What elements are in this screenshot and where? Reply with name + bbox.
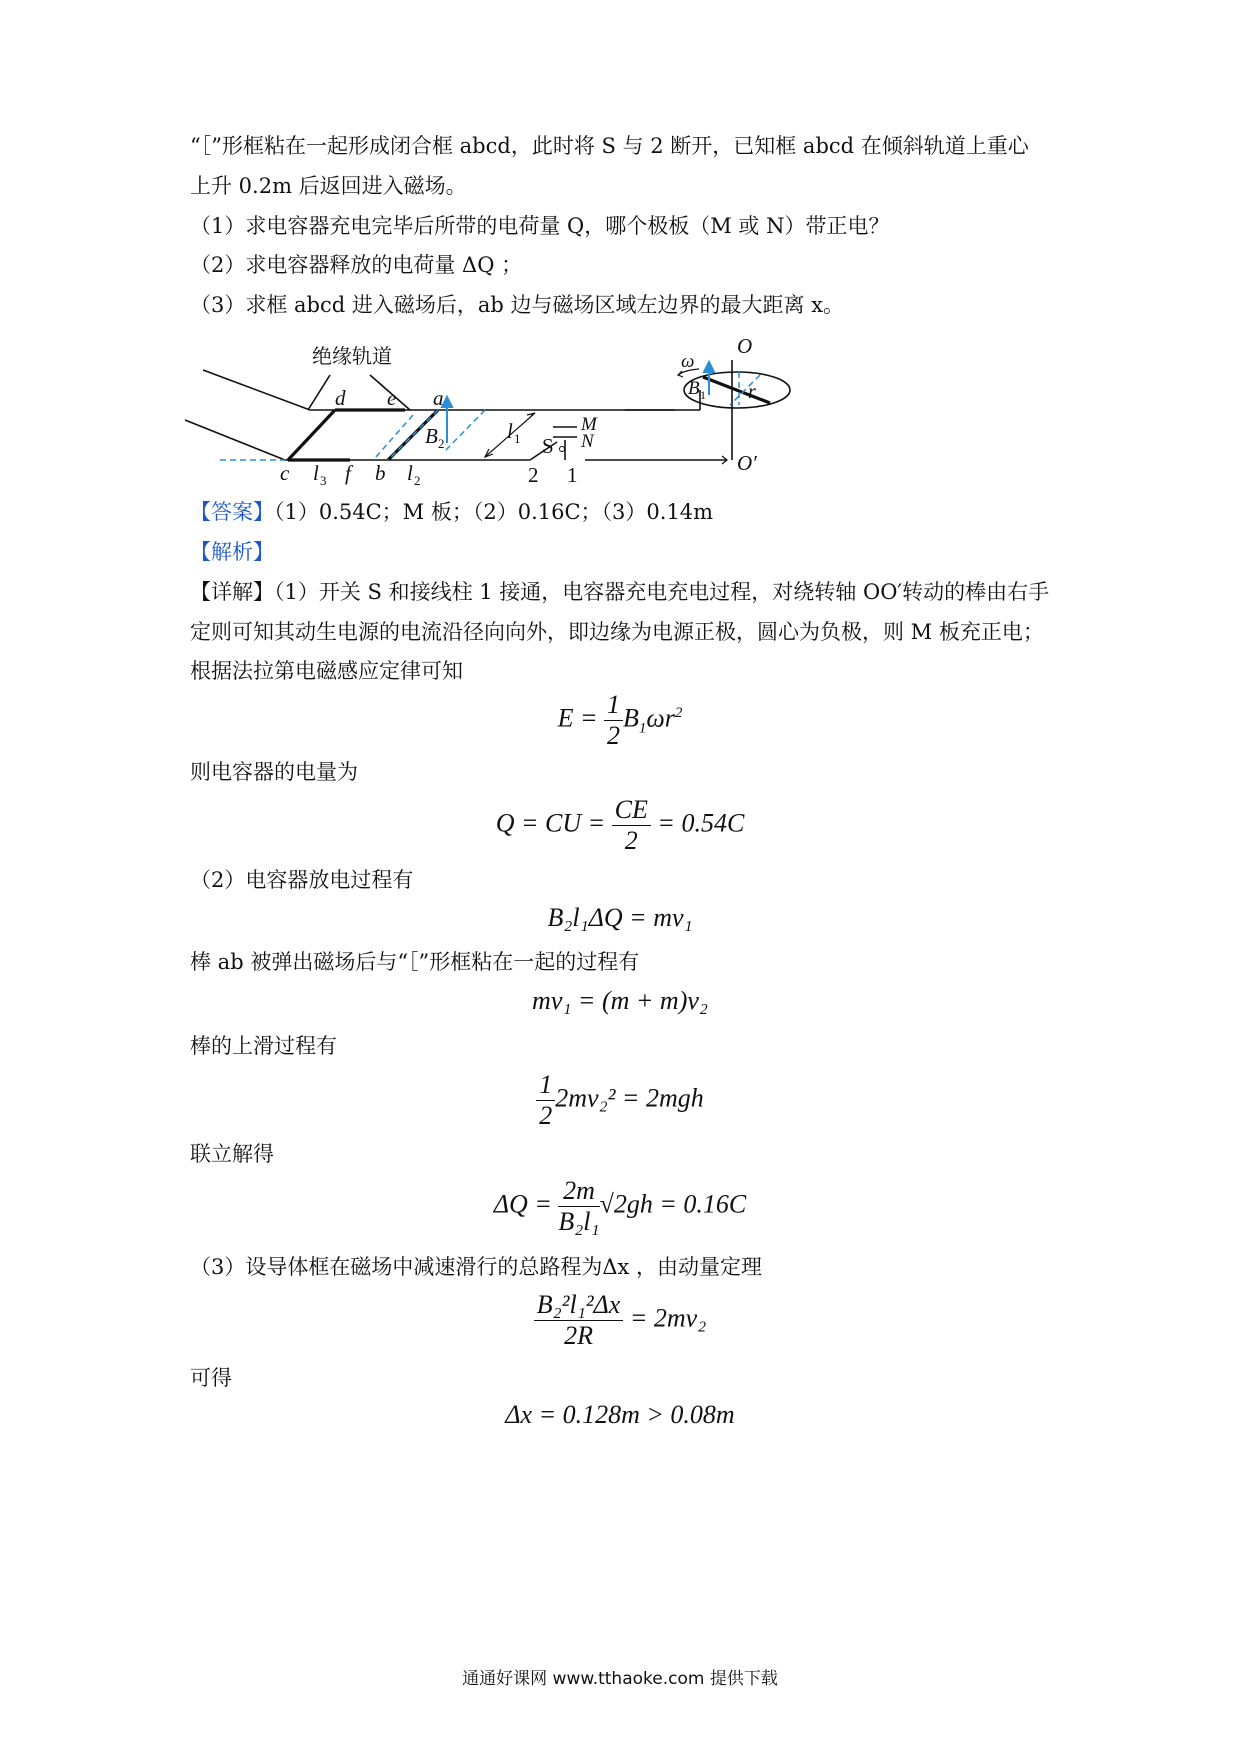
equation-delta-q: ΔQ = $\frac{2m}{\text{B₂l₁}}$ √2gh = 0.16C	[493, 1176, 747, 1236]
label-2: 2	[528, 463, 539, 487]
question-2: （2）求电容器释放的电荷量 ΔQ ；	[190, 253, 523, 277]
equation-delta-x: Δx = 0.128m > 0.08m	[505, 1400, 735, 1429]
label-c: c	[280, 461, 290, 485]
equation-energy: $\frac{1}{2}$ 2mv₂² = 2mgh	[0, 1070, 1240, 1131]
label-N: N	[581, 431, 594, 452]
label-l1-sub: 1	[514, 431, 521, 446]
physics-diagram	[185, 334, 1105, 560]
equation-impulse: B₂l₁ΔQ = mv₁	[547, 903, 693, 932]
label-O: O	[737, 334, 753, 358]
fraction-half-2: $\frac{1}{2}$	[536, 1070, 555, 1131]
label-1: 1	[567, 463, 578, 487]
answer-tag: 【答案】	[190, 500, 274, 524]
label-l2-sub: 2	[414, 473, 421, 488]
label-l3-sub: 3	[320, 473, 327, 488]
label-a: a	[433, 386, 444, 410]
part-3-text: （3）设导体框在磁场中减速滑行的总路程为Δx ，由动量定理	[190, 1255, 763, 1279]
label-b: b	[375, 461, 386, 485]
detail-line-2: 定则可知其动生电源的电流沿径向向外，即边缘为电源正极，圆心为负极，则 M 板充正电；	[190, 620, 1044, 644]
detail-line-3: 根据法拉第电磁感应定律可知	[190, 659, 463, 683]
label-B2: B	[425, 424, 438, 448]
label-d: d	[335, 386, 346, 410]
question-1: （1）求电容器充电完毕后所带的电荷量 Q，哪个极板（M 或 N）带正电？	[190, 214, 890, 238]
analysis-tag: 【解析】	[190, 540, 274, 564]
capacitor-text: 则电容器的电量为	[190, 760, 358, 784]
analysis-line	[190, 538, 274, 566]
fraction-half: $\frac{1}{2}$	[604, 690, 623, 751]
label-l2: l	[407, 461, 413, 485]
equation-momentum-theorem: $\frac{\text{B₂²l₁²Δx}}{2R}$ = 2mv₂	[0, 1290, 1240, 1351]
bounce-text: 棒 ab 被弹出磁场后与“［”形框粘在一起的过程有	[190, 950, 640, 974]
equation-momentum: mv₁ = (m + m)v₂	[532, 986, 708, 1015]
detail-tag: 【详解】	[190, 580, 274, 604]
label-B1-sub: 1	[700, 388, 706, 402]
answer-line	[190, 498, 713, 526]
label-l3: l	[313, 461, 319, 485]
intro-line-1: “［”形框粘在一起形成闭合框 abcd，此时将 S 与 2 断开，已知框 abcd 在倾斜轨道上重心	[190, 134, 1029, 158]
question-3: （3）求框 abcd 进入磁场后，ab 边与磁场区域左边界的最大距离 x。	[190, 293, 845, 317]
fraction-b2l2: $\frac{\text{B₂²l₁²Δx}}{2R}$	[534, 1290, 624, 1351]
equation-emf: E = $\frac{1}{2}$ $B_1\omega r^2$	[557, 690, 683, 750]
answer-text: （1）0.54C；M 板；（2）0.16C；（3）0.14m	[274, 500, 714, 524]
equation-charge: Q = CU = $\frac{CE}{2}$ = 0.54C	[495, 795, 745, 855]
detail-text-1: （1）开关 S 和接线柱 1 接通，电容器充电充电过程，对绕转轴 OO′转动的棒由右手	[274, 580, 1050, 604]
label-B2-sub: 2	[438, 436, 445, 451]
label-B1: B	[688, 378, 700, 399]
detail-line-1	[190, 578, 1049, 606]
result-text: 可得	[190, 1366, 232, 1390]
label-l1: l	[507, 419, 513, 443]
label-omega: ω	[681, 351, 695, 372]
fraction-ce: $\frac{CE}{2}$	[612, 795, 651, 856]
label-S: S	[542, 434, 554, 458]
intro-line-2: 上升 0.2m 后返回进入磁场。	[190, 174, 467, 198]
fraction-2m: $\frac{2m}{\text{B₂l₁}}$	[558, 1176, 600, 1236]
label-r: r	[748, 381, 756, 403]
label-M: M	[581, 414, 597, 435]
slide-text: 棒的上滑过程有	[190, 1034, 337, 1058]
part-2-text: （2）电容器放电过程有	[190, 868, 414, 892]
figure-title: 绝缘轨道	[312, 346, 392, 368]
label-e: e	[387, 386, 397, 410]
label-f: f	[345, 461, 351, 485]
footer-source: 通通好课网 www.tthaoke.com 提供下载	[462, 1669, 778, 1689]
label-O-prime: O′	[737, 451, 757, 475]
solve-text: 联立解得	[190, 1142, 274, 1166]
